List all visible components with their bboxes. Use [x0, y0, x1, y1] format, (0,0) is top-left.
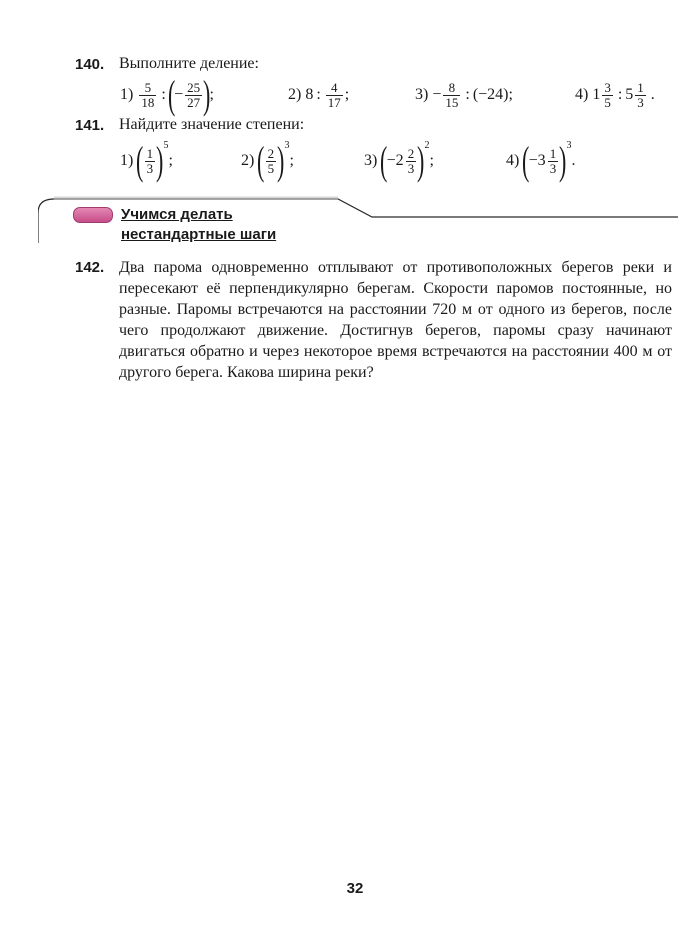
- exercise-141-number: 141.: [75, 117, 105, 134]
- section-title-line-2: нестандартные шаги: [121, 226, 277, 243]
- fraction: $\frac{5}{18}$: [141, 79, 155, 110]
- left-paren: (: [167, 72, 176, 117]
- fraction: $\frac{4}{17}$: [327, 79, 341, 110]
- colon-sign: :: [161, 86, 166, 103]
- fraction: $\frac{1}{3}$: [549, 145, 557, 176]
- exercise-140-heading: Выполните деление:: [119, 55, 259, 72]
- exponent: 2: [424, 139, 430, 151]
- period: .: [650, 86, 655, 103]
- fraction: $\frac{1}{3}$: [637, 79, 644, 110]
- page-number: 32: [346, 880, 364, 897]
- right-paren: ): [277, 138, 285, 183]
- fraction: $\frac{3}{5}$: [604, 79, 611, 110]
- left-paren: (: [522, 138, 530, 183]
- minus-sign: −: [174, 86, 184, 103]
- semicolon: ;: [289, 152, 294, 169]
- colon-sign: :: [316, 86, 321, 103]
- colon-sign: :: [465, 86, 470, 103]
- exponent: 5: [163, 139, 169, 151]
- item-label: 2): [241, 152, 255, 169]
- item-label: 1): [120, 152, 134, 169]
- left-paren: (: [136, 138, 144, 183]
- fraction: $\frac{2}{5}$: [267, 145, 275, 176]
- right-paren: ): [559, 138, 567, 183]
- fraction: $\frac{25}{27}$: [187, 79, 201, 110]
- exercise-142-number: 142.: [75, 259, 105, 276]
- right-paren: ): [203, 72, 211, 117]
- left-paren: (: [257, 138, 265, 183]
- semicolon: ;: [209, 86, 214, 103]
- whole-number: 1: [592, 86, 601, 103]
- whole-number: 5: [625, 86, 634, 103]
- item-label: 4): [575, 86, 589, 103]
- exercise-141-item-1: [120, 138, 173, 183]
- whole-number: −2: [386, 152, 404, 169]
- exercise-140-number: 140.: [75, 56, 105, 73]
- semicolon: ;: [344, 86, 350, 103]
- colon-sign: :: [617, 86, 623, 103]
- fraction: $\frac{1}{3}$: [146, 145, 154, 176]
- exercise-141-item-4: [506, 138, 576, 183]
- minus-sign: −: [432, 86, 442, 103]
- left-paren: (: [380, 138, 388, 183]
- exercise-142-text: Два парома одновременно отплывают от противоположных берегов реки и пересекают её перпендикулярно берегам. Скорости паромов постоянные, но разные. Паромы встречаются на расстоянии 720 м от одного из берегов, после чего продолжают движение. Достигнув берегов, паромы сразу начинают двигаться обратно и через некоторое время встречаются на расстоянии 400 м от другого берега. Какова ширина реки?: [119, 259, 672, 381]
- exponent: 3: [566, 139, 572, 151]
- item-label: 2): [288, 86, 302, 103]
- exercise-140-item-1: [120, 72, 214, 117]
- whole-number: 8: [305, 86, 314, 103]
- whole-number: −3: [528, 152, 546, 169]
- fraction: $\frac{2}{3}$: [407, 145, 415, 176]
- exercise-141-item-3: [364, 138, 434, 183]
- operand-text: (−24);: [472, 86, 513, 103]
- period: .: [571, 152, 576, 169]
- item-label: 1): [120, 86, 134, 103]
- exercise-141-heading: Найдите значение степени:: [119, 116, 305, 133]
- item-label: 3): [415, 86, 429, 103]
- item-label: 3): [364, 152, 378, 169]
- right-paren: ): [417, 138, 425, 183]
- right-paren: ): [156, 138, 164, 183]
- exercise-141-item-2: [241, 138, 294, 183]
- exercise-140-item-2: [288, 81, 349, 110]
- exercise-140-item-4: [575, 81, 655, 110]
- section-marker-icon: [73, 207, 113, 223]
- exponent: 3: [284, 139, 290, 151]
- fraction: $\frac{8}{15}$: [445, 79, 459, 110]
- section-title-line-1: Учимся делать: [121, 206, 233, 223]
- item-label: 4): [506, 152, 520, 169]
- exercise-140-item-3: [415, 81, 513, 110]
- semicolon: ;: [429, 152, 434, 169]
- semicolon: ;: [168, 152, 173, 169]
